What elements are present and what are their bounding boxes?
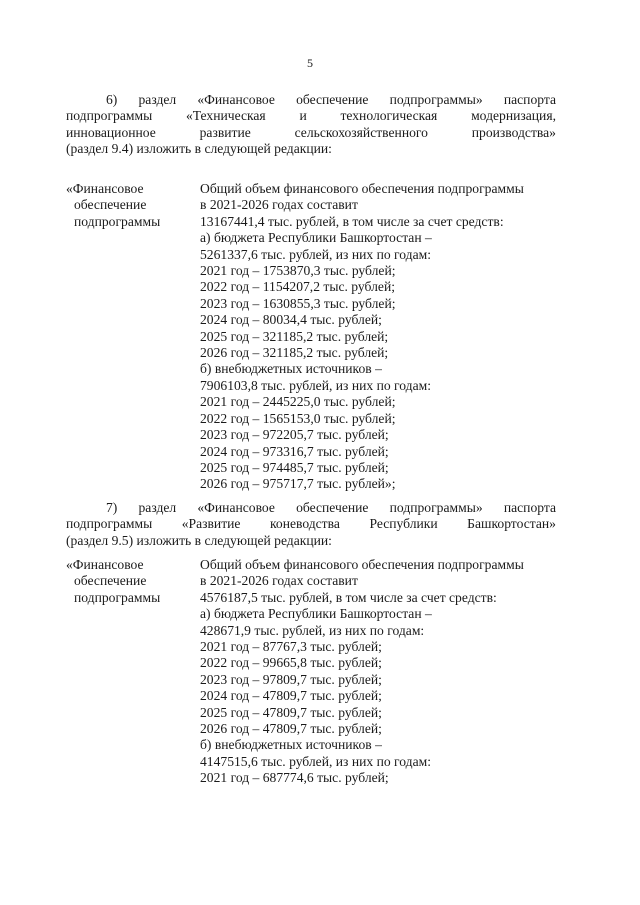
item6-intro bbox=[66, 92, 556, 158]
value-line: 2021 год – 87767,3 тыс. рублей; bbox=[200, 639, 382, 655]
value-line: 2026 год – 47809,7 тыс. рублей; bbox=[200, 721, 382, 737]
word: подпрограммы bbox=[66, 108, 153, 124]
word: подпрограммы» bbox=[389, 92, 483, 107]
value-line: 2025 год – 321185,2 тыс. рублей; bbox=[200, 328, 389, 344]
item6-label bbox=[66, 181, 186, 230]
value-line: а) бюджета Республики Башкортостан – bbox=[200, 230, 432, 246]
word: Башкортостан» bbox=[467, 516, 556, 532]
word: раздел bbox=[138, 92, 177, 107]
value-line: а) бюджета Республики Башкортостан – bbox=[200, 606, 432, 622]
word: (раздел 9.4) изложить в следующей редакции: bbox=[66, 141, 332, 157]
word: обеспечение bbox=[296, 92, 369, 107]
item6-line-1 bbox=[66, 92, 556, 108]
item7-line-1 bbox=[66, 500, 556, 516]
item6-line-2 bbox=[66, 108, 556, 124]
value-line: в 2021-2026 годах составит bbox=[200, 197, 358, 213]
value-line: 2026 год – 321185,2 тыс. рублей; bbox=[200, 345, 389, 361]
word: раздел bbox=[138, 500, 177, 515]
value-line: 2024 год – 47809,7 тыс. рублей; bbox=[200, 688, 382, 704]
value-line: Общий объем финансового обеспечения подпрограммы bbox=[200, 181, 524, 196]
word: паспорта bbox=[503, 92, 556, 107]
value-line: 2022 год – 99665,8 тыс. рублей; bbox=[200, 655, 382, 671]
item7-line-2 bbox=[66, 516, 556, 532]
word: подпрограммы» bbox=[389, 500, 483, 515]
word: технологическая bbox=[340, 108, 438, 124]
word: развитие bbox=[199, 124, 251, 140]
label-line: «Финансовое bbox=[66, 181, 144, 196]
item6-line-3 bbox=[66, 125, 556, 141]
value-line: 2021 год – 1753870,3 тыс. рублей; bbox=[200, 263, 396, 279]
item6-line-4 bbox=[66, 141, 556, 157]
value-line: 2021 год – 2445225,0 тыс. рублей; bbox=[200, 394, 396, 410]
value-line: в 2021-2026 годах составит bbox=[200, 573, 358, 589]
word: (раздел 9.5) изложить в следующей редакции: bbox=[66, 532, 332, 548]
word: производства» bbox=[471, 124, 556, 140]
item7-intro bbox=[66, 500, 556, 549]
value-line: 4147515,6 тыс. рублей, из них по годам: bbox=[200, 753, 432, 769]
item7-label bbox=[66, 557, 186, 606]
page-number: 5 bbox=[307, 56, 313, 70]
word: Республики bbox=[369, 516, 438, 532]
value-line: 2023 год – 1630855,3 тыс. рублей; bbox=[200, 295, 396, 311]
label-line: «Финансовое bbox=[66, 557, 144, 572]
word: и bbox=[299, 108, 307, 124]
item6-value bbox=[200, 181, 560, 493]
value-line: 2022 год – 1565153,0 тыс. рублей; bbox=[200, 410, 396, 426]
word: сельскохозяйственного bbox=[294, 124, 428, 140]
value-line: Общий объем финансового обеспечения подпрограммы bbox=[200, 557, 524, 572]
value-line: 13167441,4 тыс. рублей, в том числе за счет средств: bbox=[200, 213, 504, 229]
label-line: подпрограммы bbox=[74, 589, 161, 605]
value-line: 2025 год – 974485,7 тыс. рублей; bbox=[200, 459, 389, 475]
word: коневодства bbox=[269, 516, 340, 532]
word: инновационное bbox=[66, 124, 156, 140]
word: 7) bbox=[106, 500, 118, 515]
value-line: 5261337,6 тыс. рублей, из них по годам: bbox=[200, 246, 432, 262]
value-line: 2023 год – 97809,7 тыс. рублей; bbox=[200, 671, 382, 687]
value-line: 7906103,8 тыс. рублей, из них по годам: bbox=[200, 377, 432, 393]
label-line: обеспечение bbox=[74, 573, 147, 589]
value-line: 2025 год – 47809,7 тыс. рублей; bbox=[200, 704, 382, 720]
word: «Финансовое bbox=[197, 92, 275, 107]
word: «Техническая bbox=[185, 108, 266, 124]
value-line: б) внебюджетных источников – bbox=[200, 361, 382, 377]
value-line: 2021 год – 687774,6 тыс. рублей; bbox=[200, 770, 389, 786]
word: паспорта bbox=[503, 500, 556, 515]
word: «Развитие bbox=[181, 516, 241, 532]
value-line: 2024 год – 80034,4 тыс. рублей; bbox=[200, 312, 382, 328]
item7-value bbox=[200, 557, 560, 787]
word: модернизация, bbox=[471, 108, 556, 124]
value-line: 2023 год – 972205,7 тыс. рублей; bbox=[200, 427, 389, 443]
label-line: обеспечение bbox=[74, 197, 147, 213]
value-line: 2024 год – 973316,7 тыс. рублей; bbox=[200, 443, 389, 459]
label-line: подпрограммы bbox=[74, 213, 161, 229]
item7-line-3 bbox=[66, 533, 556, 549]
word: подпрограммы bbox=[66, 516, 153, 532]
value-line: 428671,9 тыс. рублей, из них по годам: bbox=[200, 622, 425, 638]
value-line: б) внебюджетных источников – bbox=[200, 737, 382, 753]
word: 6) bbox=[106, 92, 118, 107]
value-line: 4576187,5 тыс. рублей, в том числе за счет средств: bbox=[200, 589, 497, 605]
word: обеспечение bbox=[296, 500, 369, 515]
word: «Финансовое bbox=[197, 500, 275, 515]
value-line: 2022 год – 1154207,2 тыс. рублей; bbox=[200, 279, 395, 295]
value-line: 2026 год – 975717,7 тыс. рублей»; bbox=[200, 476, 396, 492]
